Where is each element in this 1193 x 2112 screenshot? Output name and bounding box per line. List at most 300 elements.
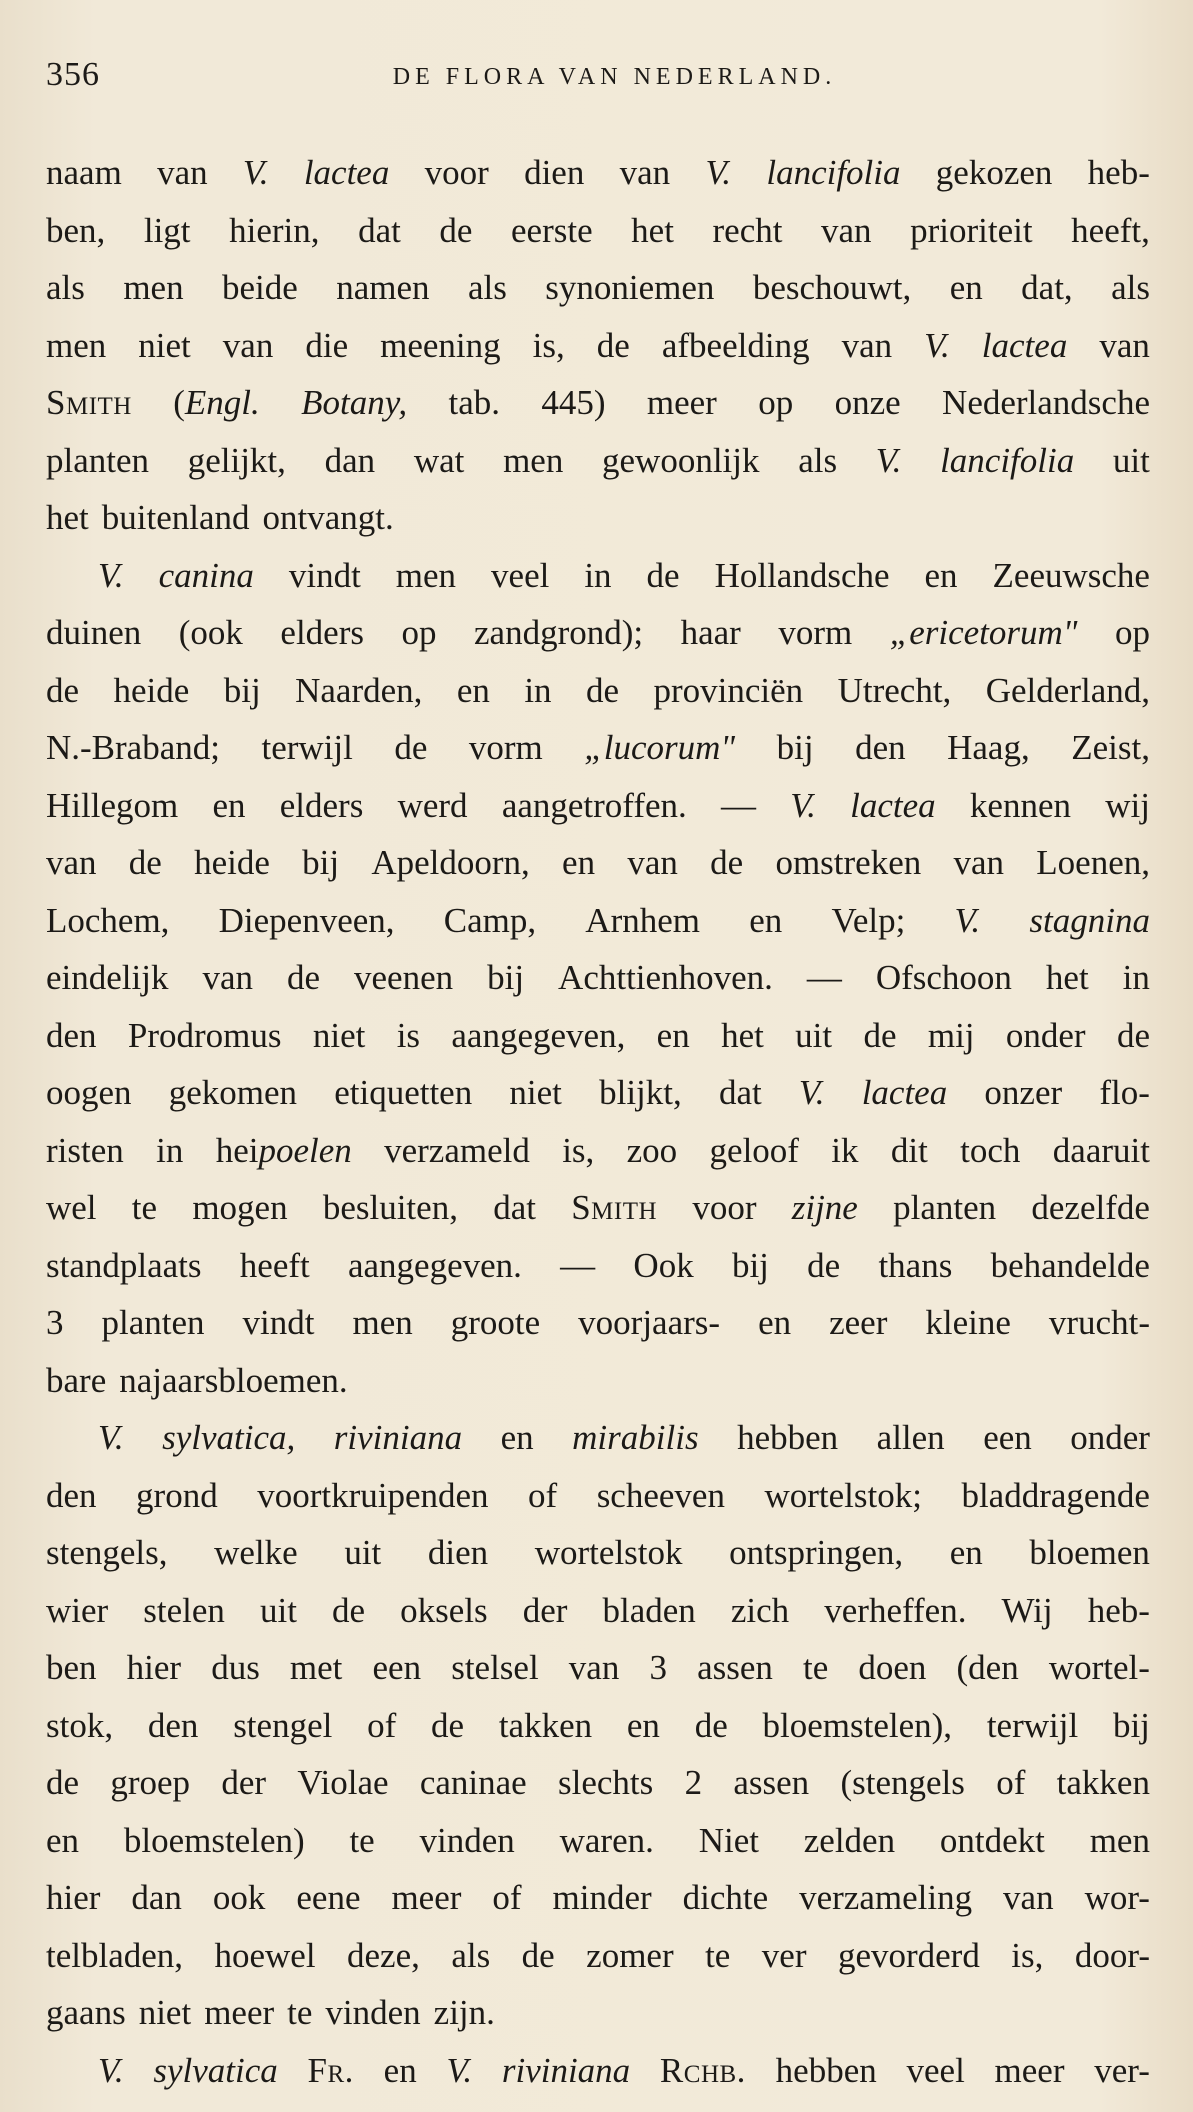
word: ontvangt. [262,498,394,537]
word: vrucht- [1048,1303,1150,1342]
word: mij [927,1015,975,1055]
word: slechts [558,1763,654,1802]
word: elders [279,785,364,825]
word: Diepenveen, [218,900,395,940]
word: dezelfde [1031,1188,1150,1227]
word: dien [524,153,585,192]
word: van [568,1648,620,1687]
word: den [855,728,906,767]
word: van [222,325,274,365]
word: voor [424,153,489,192]
text-line [46,1697,1150,1755]
word: meer [646,383,717,422]
word: en [500,1418,534,1457]
running-title: DE FLORA VAN NEDERLAND. [392,64,837,90]
word: in [1122,958,1150,997]
word: Utrecht, [837,670,952,710]
word: provinciën [653,670,804,710]
word: takken [1056,1763,1150,1802]
word: synoniemen [545,268,715,307]
word: dat [718,1073,762,1112]
word: besluiten, [322,1188,458,1227]
word: lancifolia [940,440,1075,480]
word: — [721,785,757,825]
word: V. [798,1073,825,1112]
word: 2 [684,1763,703,1802]
word: vindt [288,555,361,595]
word: de [286,958,321,997]
word: Botany, [301,383,408,422]
word: bij [776,728,814,767]
word: hier [126,1648,182,1687]
word: V. [705,153,732,192]
word: bloemstelen), [762,1705,953,1745]
word: verheffen. [824,1590,967,1630]
text-line [46,949,1150,1007]
word: V. [98,2050,124,2090]
word: aangetroffen. [501,785,687,825]
word: te [287,1993,313,2032]
word: onder [1005,1015,1086,1055]
word: riviniana [333,1418,463,1457]
word: te [802,1648,829,1687]
word: dat [493,1188,536,1227]
word: namen [336,268,430,307]
text-line [46,777,1150,835]
word: van [627,843,678,882]
word: ik [831,1130,859,1170]
word: de [694,1705,728,1745]
word: gaans [46,1993,126,2032]
word: takken [498,1705,593,1745]
word: zeer [829,1303,888,1342]
word: Velp; [831,900,906,940]
word: 3 [649,1648,667,1687]
word: „lucorum" [584,728,736,767]
text-line [46,259,1150,317]
word: heeft [239,1245,310,1285]
text-line [46,374,1150,432]
word: welke [214,1533,298,1572]
word: ben [46,1648,97,1687]
word: Violae [297,1763,389,1802]
word: uit [1112,440,1150,480]
word: onzer [984,1073,1063,1112]
word: veel [491,555,550,595]
word: 3 [46,1303,64,1342]
word: Smith [46,383,132,422]
word: vindt [242,1303,315,1342]
text-line [46,1179,1150,1237]
word: ontdekt [939,1820,1045,1860]
word: onder [1070,1418,1150,1457]
word: zoo [626,1130,678,1170]
text-line [46,2042,1150,2100]
word: niet [138,325,191,365]
word: van [821,210,872,250]
word: stelsel [451,1648,539,1687]
text-line [46,1467,1150,1525]
word: eene [296,1878,361,1917]
word: oksels [400,1590,488,1630]
word: hebben [775,2050,877,2090]
word: (Engl. [173,383,260,422]
word: uit [795,1015,833,1055]
word: wat [413,440,465,480]
text-line [46,1007,1150,1065]
word: den [46,1475,97,1515]
word: groote [450,1303,541,1342]
word: eindelijk [46,958,169,997]
text-line [46,1754,1150,1812]
word: assen [733,1763,810,1802]
word: V. [98,1418,124,1457]
word: van [157,153,208,192]
text-line [46,1639,1150,1697]
word: najaarsbloemen. [119,1360,348,1400]
word: als [467,268,507,307]
word: mogen [192,1188,288,1227]
text-line [46,1294,1150,1352]
word: van [619,153,671,192]
word: van [46,843,97,882]
word: veel [906,2050,965,2090]
word: aangegeven, [451,1015,626,1055]
text-line [46,604,1150,662]
word: vinden [325,1993,421,2032]
word: een [372,1648,422,1687]
word: als [798,440,838,480]
text-line [46,547,1150,605]
word: uit [260,1590,297,1630]
word: dat, [1021,268,1073,307]
word: mirabilis [572,1418,699,1457]
word: werd [397,785,468,825]
text-line [46,1409,1150,1467]
word: in [156,1130,184,1170]
word: V. [790,785,816,825]
word: niet [138,1993,192,2032]
word: standplaats [46,1245,202,1285]
word: bladdragende [961,1475,1150,1515]
word: en [46,1820,80,1860]
word: van [1003,1878,1054,1917]
word: „ericetorum" [889,613,1078,652]
word: canina [158,555,254,595]
text-line [46,1237,1150,1295]
word: in [524,670,552,710]
word: wortelstok [534,1533,683,1572]
word: planten [101,1303,205,1342]
word: te [349,1820,375,1860]
word: Achttienhoven. [558,958,773,997]
word: ver [761,1935,807,1975]
word: Fr. [307,2050,354,2090]
word: ver- [1094,2050,1150,2090]
word: ook [212,1878,266,1917]
word: Apeldoorn, [371,843,530,882]
word: men [352,1303,413,1342]
word: terwijl [986,1705,1079,1745]
word: 445) [541,383,606,422]
word: Rchb. [659,2050,746,2090]
word: lactea [850,785,936,825]
word: Haag, [947,728,1030,767]
word: de [863,1015,897,1055]
word: sylvatica [153,2050,278,2090]
word: of [528,1475,558,1515]
word: de [128,843,162,882]
page-header [46,56,1143,106]
word: en [656,1015,690,1055]
word: men [1089,1820,1150,1860]
word: wortelstok; [764,1475,922,1515]
word: Hillegom [46,785,179,825]
word: de [596,325,630,365]
word: behandelde [990,1245,1150,1285]
word: men [123,268,184,307]
word: kleine [925,1303,1011,1342]
word: ben, [46,210,106,250]
word: door- [1074,1935,1150,1975]
word: verzameling [799,1878,973,1917]
word: heb- [1087,153,1150,192]
word: de [394,728,428,767]
text-line [46,144,1150,202]
word: terwijl [261,728,353,767]
text-line [46,432,1150,490]
word: Wij [1001,1590,1053,1630]
word: dan [324,440,376,480]
text-line [46,1927,1150,1985]
word: is, [562,1130,595,1170]
word: naam [46,153,122,192]
word: met [289,1648,343,1687]
page-number: 356 [46,56,100,93]
word: deze, [347,1935,420,1975]
word: het [46,498,89,537]
word: sylvatica, [162,1418,296,1457]
word: lancifolia [766,153,901,192]
word: planten [46,440,150,480]
word: voortkruipenden [257,1475,489,1515]
word: stengel [233,1705,333,1745]
word: men [395,555,457,595]
word: Zeist, [1071,728,1150,767]
word: wier [46,1590,109,1630]
word: der [522,1590,568,1630]
word: uit [344,1533,382,1572]
word: heb- [1087,1590,1150,1630]
word: Hollandsche [714,555,890,595]
word: V. [242,153,269,192]
word: meer [204,1993,275,2032]
word: de [1116,1015,1150,1055]
word: haar [680,613,741,652]
word: den [46,1015,97,1055]
word: V. [98,555,124,595]
word: omstreken [775,843,922,882]
word: van [1099,325,1150,365]
text-line [46,834,1150,892]
word: zijn. [433,1993,495,2032]
word: heide [113,670,190,710]
word: toch [960,1130,1021,1170]
word: bij [302,843,340,882]
word: en [949,1533,983,1572]
word: Prodromus [127,1015,282,1055]
word: de [521,1935,555,1975]
word: V. [924,325,950,365]
word: als [451,1935,491,1975]
text-line [46,1122,1150,1180]
word: en [456,670,490,710]
word: tab. [448,383,500,422]
word: Niet [698,1820,759,1860]
word: lactea [981,325,1068,365]
word: de [646,555,680,595]
word: zandgrond); [474,613,644,652]
word: niet [509,1073,562,1112]
word: zich [730,1590,790,1630]
word: afbeelding [661,325,810,365]
word: niet [312,1015,366,1055]
word: dat [358,210,401,250]
word: het [1045,958,1089,997]
word: Smith [571,1188,658,1227]
word: voorjaars- [578,1303,721,1342]
word: Loenen, [1036,843,1150,882]
word: hoewel [214,1935,316,1975]
word: de [46,1763,80,1802]
word: riviniana [501,2050,631,2090]
word: de [586,670,620,710]
word: dan [131,1878,182,1917]
word: bij [487,958,525,997]
word: allen [876,1418,945,1457]
word: dit [890,1130,928,1170]
word: wortel- [1048,1648,1150,1687]
word: bij [731,1245,769,1285]
text-line [46,1064,1150,1122]
word: stok, [46,1705,114,1745]
word: wor- [1084,1878,1150,1917]
word: en [562,843,596,882]
word: assen [697,1648,773,1687]
word: waren. [559,1820,654,1860]
word: Ook [633,1245,694,1285]
word: flo- [1099,1073,1150,1112]
word: kennen [969,785,1071,825]
word: der [221,1763,267,1802]
word: daaruit [1052,1130,1150,1170]
word: als [46,268,85,307]
word: voor [692,1188,757,1227]
word: dus [211,1648,260,1687]
word: als [1111,268,1150,307]
word: (ook [178,613,243,652]
word: blijkt, [599,1073,682,1112]
word: prioriteit [910,210,1033,250]
word: bare [46,1360,107,1400]
word: bladen [602,1590,696,1630]
text-line [46,1582,1150,1640]
word: Gelderland, [985,670,1150,710]
word: en [383,2050,417,2090]
word: het [721,1015,764,1055]
word: verzameld [384,1130,530,1170]
word: te [131,1188,158,1227]
word: V. [446,2050,473,2090]
word: en [924,555,958,595]
word: risten [46,1130,124,1170]
word: is, [532,325,565,365]
word: van [953,843,1005,882]
word: Arnhem [585,900,700,940]
text-line [46,1812,1150,1870]
word: gekomen [168,1073,298,1112]
word: geloof [709,1130,799,1170]
text-line [46,317,1150,375]
word: V. [954,900,981,940]
text-line [46,489,1150,547]
word: die [305,325,349,365]
word: (stengels [840,1763,965,1802]
word: en [758,1303,792,1342]
word: dichte [682,1878,769,1917]
word: zijne [791,1188,858,1227]
word: hebben [737,1418,839,1457]
word: recht [712,210,783,250]
word: en [749,900,783,940]
text-line [46,662,1150,720]
text-line [46,1352,1150,1410]
word: op [758,383,794,422]
word: den [147,1705,199,1745]
word: op [1114,613,1150,652]
word: vinden [419,1820,515,1860]
word: Zeeuwsche [992,555,1150,595]
word: buitenland [101,498,250,537]
word: gekozen [935,153,1053,192]
word: is, [1011,1935,1044,1975]
word: duinen [46,613,142,652]
word: heipoelen [215,1130,352,1170]
word: op [401,613,437,652]
word: stelen [143,1590,225,1630]
word: en [212,785,246,825]
word: grond [136,1475,218,1515]
word: is [396,1015,421,1055]
word: scheeven [596,1475,725,1515]
word: N.-Braband; [46,728,220,767]
text-line [46,202,1150,260]
word: Camp, [443,900,537,940]
word: Naarden, [295,670,423,710]
text-line [46,1524,1150,1582]
word: dien [427,1533,489,1572]
word: van [202,958,253,997]
word: of [492,1878,522,1917]
word: bloemen [1029,1533,1150,1572]
word: telbladen, [46,1935,184,1975]
word: V. [875,440,902,480]
word: minder [552,1878,652,1917]
word: gelijkt, [187,440,286,480]
word: de [431,1705,465,1745]
word: de [710,843,744,882]
word: oogen [46,1073,132,1112]
